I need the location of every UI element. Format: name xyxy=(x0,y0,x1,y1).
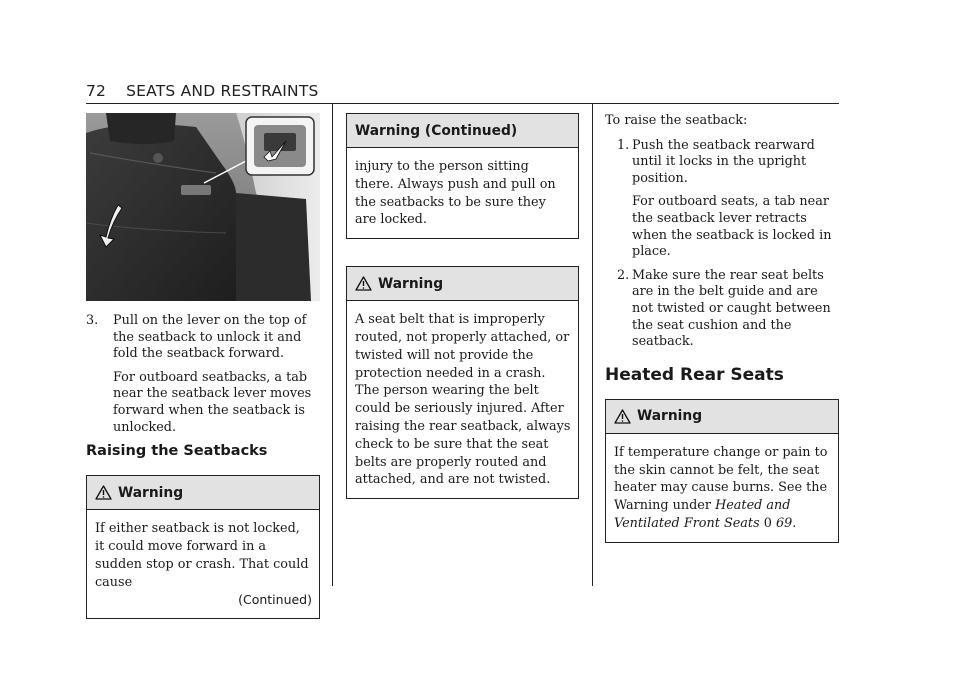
step-number: 2. xyxy=(617,267,630,283)
warning-title: Warning xyxy=(637,408,703,425)
step-2 xyxy=(617,268,839,351)
step-number: 1. xyxy=(617,137,630,153)
intro-text: To raise the seatback: xyxy=(605,113,748,128)
section-heading: Raising the Seatbacks xyxy=(86,443,268,460)
column-1 xyxy=(86,113,320,619)
step-text: Make sure the rear seat belts are in the belt guide and are not twisted or caught between the seat cushion and the seatback. xyxy=(632,267,831,350)
continued-label: (Continued) xyxy=(238,592,312,608)
warning-box xyxy=(86,475,320,619)
warning-header xyxy=(87,476,319,510)
step-number: 3. xyxy=(86,313,99,328)
step-note: For outboard seats, a tab near the seatback lever retracts when the seatback is locked in place. xyxy=(632,194,832,260)
warning-triangle-icon xyxy=(95,485,112,500)
warning-header xyxy=(347,114,578,148)
warning-continued-box xyxy=(346,113,579,239)
warning-text xyxy=(606,434,838,542)
seatback-lever-illustration xyxy=(86,113,320,301)
sentence-end: . xyxy=(792,515,797,531)
step-1 xyxy=(617,138,839,261)
step-text: Push the seatback rearward until it locks in the upright position. xyxy=(632,137,815,186)
page-number: 72 xyxy=(86,82,107,100)
page-ref-glyph: 0 xyxy=(763,515,772,531)
warning-header xyxy=(347,267,578,301)
step-3 xyxy=(86,313,320,436)
warning-text: If either seatback is not locked, it could move forward in a sudden stop or crash. That could cause xyxy=(95,521,309,590)
warning-box xyxy=(346,266,579,499)
column-divider-1 xyxy=(332,104,333,586)
warning-title: Warning xyxy=(118,484,184,501)
column-divider-2 xyxy=(592,104,593,586)
column-2 xyxy=(346,113,579,499)
page-header xyxy=(86,82,319,100)
warning-body: If temperature change or pain to the skin cannot be felt, the seat heater may cause burns. See the Warning under xyxy=(614,444,828,514)
step-text: Pull on the lever on the top of the seatback to unlock it and fold the seatback forward. xyxy=(113,313,307,362)
warning-title: Warning (Continued) xyxy=(355,122,518,139)
warning-triangle-icon xyxy=(355,276,372,291)
step-note: For outboard seatbacks, a tab near the seatback lever moves forward when the seatback is unlocked. xyxy=(113,369,312,435)
page-ref-number[interactable]: 69 xyxy=(775,515,793,531)
cross-reference-link[interactable]: Heated and Ventilated Front Seats xyxy=(614,498,791,531)
section-heading: Heated Rear Seats xyxy=(605,364,784,385)
warning-header xyxy=(606,400,838,434)
warning-title: Warning xyxy=(378,275,444,292)
header-rule xyxy=(86,103,839,104)
warning-box xyxy=(605,399,839,543)
column-3 xyxy=(605,113,839,543)
section-title: SEATS AND RESTRAINTS xyxy=(126,82,319,100)
warning-text: injury to the person sitting there. Always push and pull on the seatbacks to be sure they are locked. xyxy=(355,159,556,228)
warning-triangle-icon xyxy=(614,409,631,424)
warning-text: A seat belt that is improperly routed, not properly attached, or twisted will not provide the protection needed in a crash. The person wearing the belt could be seriously injured. After raising the rear seatback, always check to be sure that the seat belts are properly routed and attached, and are not twisted. xyxy=(355,312,571,488)
